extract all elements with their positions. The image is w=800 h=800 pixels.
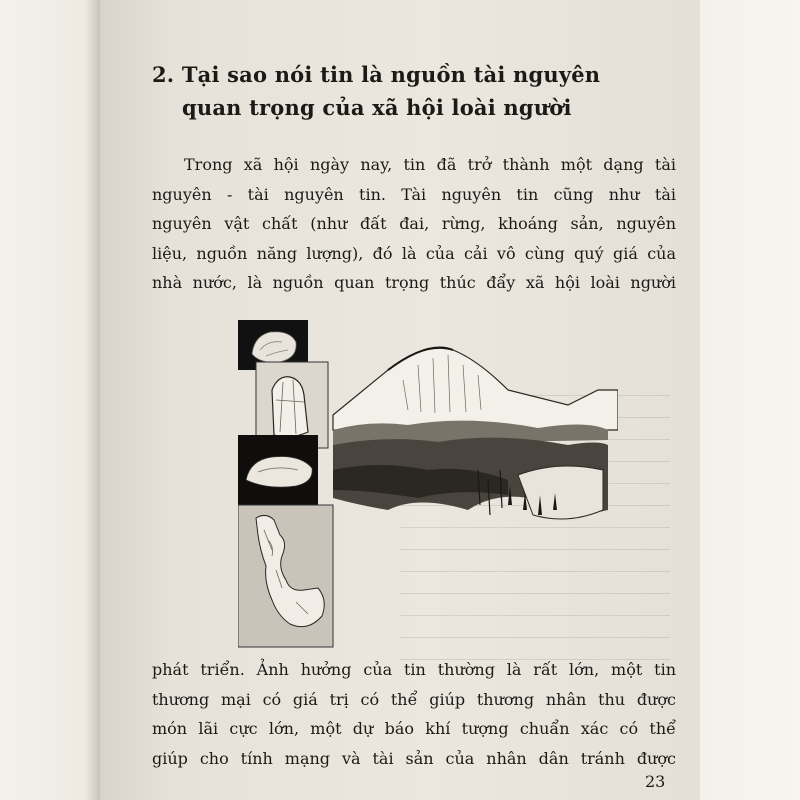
text-line: thương mại có giá trị có thể giúp thương nhân thu được bbox=[152, 689, 676, 709]
section-heading bbox=[152, 58, 672, 124]
text-line: phát triển. Ảnh hưởng của tin thường là rất lớn, một tin bbox=[152, 660, 676, 679]
heading-line-1: 2. Tại sao nói tin là nguồn tài nguyên bbox=[152, 62, 601, 87]
heading-line-2: quan trọng của xã hội loài người bbox=[182, 95, 572, 120]
paragraph-2 bbox=[152, 655, 676, 773]
paragraph-1 bbox=[152, 150, 676, 298]
text-line: nhà nước, là nguồn quan trọng thúc đẩy xã hội loài người bbox=[152, 273, 676, 292]
text-line: món lãi cực lớn, một dự báo khí tượng chuẩn xác có thể bbox=[152, 719, 676, 738]
text-line: Trong xã hội ngày nay, tin đã trở thành một dạng tài bbox=[184, 155, 676, 174]
page-number: 23 bbox=[645, 772, 666, 791]
illustration bbox=[238, 320, 618, 650]
mountain-landscape bbox=[333, 348, 618, 520]
text-line: giúp cho tính mạng và tài sản của nhân dân tránh được bbox=[152, 748, 676, 768]
book-page bbox=[100, 0, 700, 800]
text-line: nguyên - tài nguyên tin. Tài nguyên tin cũng như tài bbox=[152, 184, 676, 204]
background-left bbox=[0, 0, 100, 800]
text-line: nguyên vật chất (như đất đai, rừng, khoáng sản, nguyên bbox=[152, 214, 676, 233]
mineral-specimens bbox=[238, 320, 333, 647]
background-right bbox=[700, 0, 800, 800]
text-line: liệu, nguồn năng lượng), đó là của cải vô cùng quý giá của bbox=[152, 243, 676, 263]
